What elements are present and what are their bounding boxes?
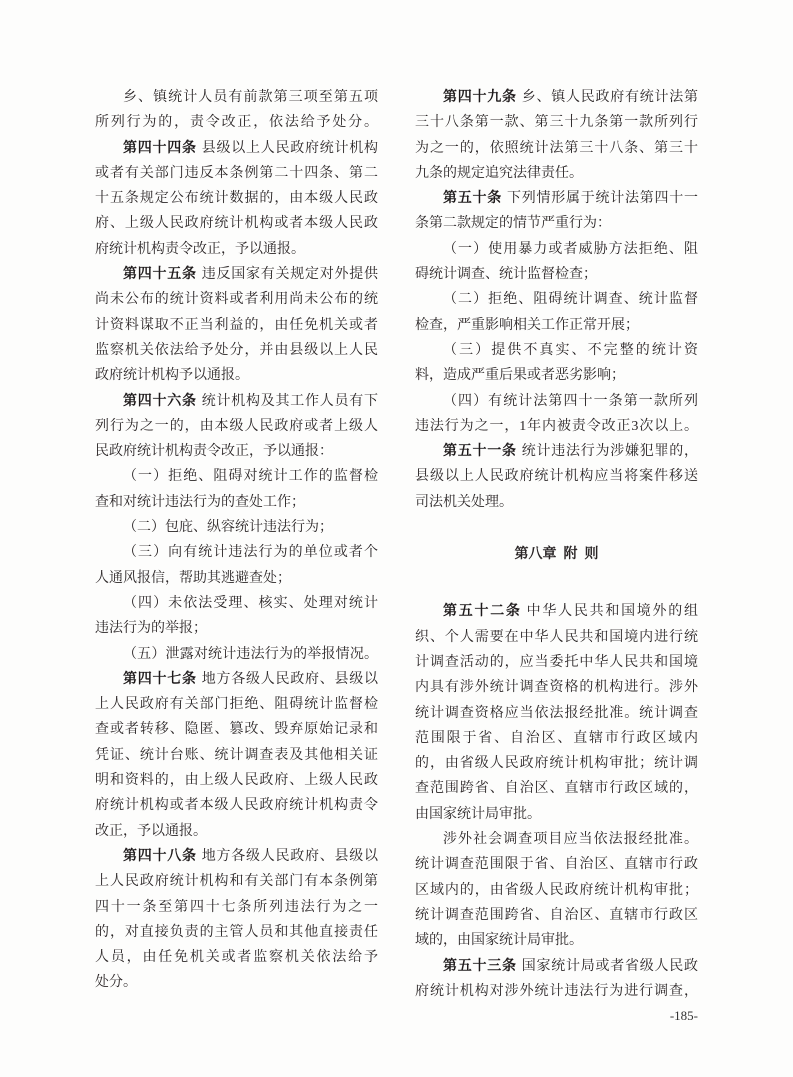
line-text: 乡、镇人民政府有统计法第 bbox=[521, 90, 698, 105]
text-line: 查范围跨省、自治区、直辖市行政区域的， bbox=[415, 781, 698, 797]
line-text: 统计违法行为涉嫌犯罪的， bbox=[521, 444, 698, 460]
text-line: （二）包庇、纵容统计违法行为； bbox=[123, 520, 333, 536]
article-paragraph bbox=[415, 186, 698, 237]
text-line: 计调查活动的，应当委托中华人民共和国境 bbox=[415, 654, 698, 670]
text-line: 政府统计机构予以通报。 bbox=[95, 368, 249, 384]
text-line: 内具有涉外统计调查资格的机构进行。涉外 bbox=[415, 680, 698, 696]
line-text: 国家统计局或者省级人民政 bbox=[521, 958, 698, 974]
article-paragraph bbox=[95, 844, 378, 996]
article-paragraph bbox=[415, 954, 698, 1005]
text-line: 查和对统计违法行为的查处工作； bbox=[95, 494, 305, 510]
article-paragraph bbox=[95, 262, 378, 388]
paragraph bbox=[415, 338, 698, 389]
text-line bbox=[415, 186, 698, 211]
paragraph bbox=[415, 237, 698, 288]
text-line: 所列行为的，责令改正，依法给予处分。 bbox=[95, 115, 378, 131]
article-number: 第五十条 bbox=[443, 191, 502, 207]
paragraph bbox=[95, 464, 378, 515]
text-line bbox=[415, 954, 698, 979]
text-line: 府统计机构对涉外统计违法行为进行调查， bbox=[415, 983, 698, 999]
text-line: 上人民政府统计机构和有关部门有本条例第 bbox=[95, 874, 378, 890]
line-text: 违反国家有关规定对外提供 bbox=[201, 267, 378, 283]
article-paragraph bbox=[95, 389, 378, 465]
text-line: 由国家统计局审批。 bbox=[415, 806, 541, 822]
text-line: 碍统计调查、统计监督检查； bbox=[415, 267, 597, 283]
text-line: （三）提供不真实、不完整的统计资 bbox=[443, 342, 698, 358]
article-number: 第四十六条 bbox=[123, 393, 197, 409]
paragraph bbox=[95, 540, 378, 591]
line-text: 地方各级人民政府、县级以 bbox=[201, 671, 378, 687]
text-line bbox=[95, 136, 378, 161]
text-line bbox=[95, 667, 378, 692]
text-line: 统计调查范围限于省、自治区、直辖市行政 bbox=[415, 857, 698, 873]
article-number: 第四十八条 bbox=[123, 848, 197, 864]
line-text: 县级以上人民政府统计机构 bbox=[201, 140, 378, 156]
article-number: 第五十三条 bbox=[443, 958, 517, 974]
paragraph bbox=[95, 515, 378, 540]
text-line: （五）泄露对统计违法行为的举报情况。 bbox=[123, 646, 378, 662]
text-line: 府统计机构责令改正，予以通报。 bbox=[95, 241, 305, 257]
text-line bbox=[95, 262, 378, 287]
text-line: 上人民政府有关部门拒绝、阻碍统计监督检 bbox=[95, 697, 378, 713]
text-line: 条第二款规定的情节严重行为： bbox=[415, 216, 611, 232]
paragraph bbox=[95, 591, 378, 642]
text-line: 凭证、统计台账、统计调查表及其他相关证 bbox=[95, 747, 378, 763]
article-number: 第四十九条 bbox=[443, 90, 517, 105]
text-line: 县级以上人民政府统计机构应当将案件移送 bbox=[415, 469, 698, 485]
text-line: 检查，严重影响相关工作正常开展； bbox=[415, 317, 639, 333]
text-line bbox=[415, 85, 698, 110]
text-line: 计资料谋取不正当利益的，由任免机关或者 bbox=[95, 317, 378, 333]
article-number: 第五十一条 bbox=[443, 444, 517, 460]
text-line: 涉外社会调查项目应当依法报经批准。 bbox=[443, 832, 698, 848]
text-line: 尚未公布的统计资料或者利用尚未公布的统 bbox=[95, 292, 378, 308]
text-line: 统计调查资格应当依法报经批准。统计调查 bbox=[415, 705, 698, 721]
text-line: （二）拒绝、阻碍统计调查、统计监督 bbox=[443, 292, 698, 308]
text-line: 织、个人需要在中华人民共和国境内进行统 bbox=[415, 629, 698, 645]
article-number: 第五十二条 bbox=[443, 604, 522, 620]
text-line: （一）拒绝、阻碍对统计工作的监督检 bbox=[123, 469, 378, 485]
text-line: 监察机关依法给予处分，并由县级以上人民 bbox=[95, 342, 378, 358]
left-column bbox=[95, 85, 378, 996]
text-line: 处分。 bbox=[95, 975, 137, 991]
text-line bbox=[95, 844, 378, 869]
paragraph bbox=[415, 827, 698, 953]
text-line: 为之一的，依照统计法第三十八条、第三十 bbox=[415, 140, 698, 156]
text-line: 料，造成严重后果或者恶劣影响； bbox=[415, 368, 625, 384]
text-line: 域的，由国家统计局审批。 bbox=[415, 933, 583, 949]
text-line: 乡、镇统计人员有前款第三项至第五项 bbox=[123, 90, 378, 105]
right-column bbox=[415, 85, 698, 1004]
article-number: 第四十五条 bbox=[123, 267, 197, 283]
text-line: 范围限于省、自治区、直辖市行政区域内 bbox=[415, 730, 698, 746]
text-line bbox=[95, 389, 378, 414]
article-paragraph bbox=[415, 85, 698, 186]
text-line: 违法行为之一，1年内被责令改正3次以上。 bbox=[415, 418, 698, 434]
line-text: 中华人民共和国境外的组 bbox=[526, 604, 699, 620]
text-line: 人员，由任免机关或者监察机关依法给予 bbox=[95, 950, 378, 966]
line-text: 统计机构及其工作人员有下 bbox=[201, 393, 378, 409]
text-line: 改正，予以通报。 bbox=[95, 823, 207, 839]
text-line: 四十一条至第四十七条所列违法行为之一 bbox=[95, 899, 378, 915]
text-line: 十五条规定公布统计数据的，由本级人民政 bbox=[95, 191, 378, 207]
text-line: 司法机关处理。 bbox=[415, 494, 513, 510]
article-number: 第四十四条 bbox=[123, 140, 197, 156]
line-text: 地方各级人民政府、县级以 bbox=[201, 848, 378, 864]
text-line: 府、上级人民政府统计机构或者本级人民政 bbox=[95, 216, 378, 232]
text-line: 区域内的，由省级人民政府统计机构审批； bbox=[415, 882, 698, 898]
text-line bbox=[415, 599, 698, 624]
paragraph bbox=[415, 389, 698, 440]
text-line: 统计调查范围跨省、自治区、直辖市行政区 bbox=[415, 907, 698, 923]
text-line: 列行为之一的，由本级人民政府或者上级人 bbox=[95, 418, 378, 434]
page-number: -185- bbox=[669, 1008, 698, 1023]
article-number: 第四十七条 bbox=[123, 671, 197, 687]
text-line: 人通风报信，帮助其逃避查处； bbox=[95, 570, 291, 586]
text-line: （四）未依法受理、核实、处理对统计 bbox=[123, 595, 378, 611]
text-line: 民政府统计机构责令改正，予以通报： bbox=[95, 444, 333, 460]
text-line: 查或者转移、隐匿、篡改、毁弃原始记录和 bbox=[95, 722, 378, 738]
article-paragraph bbox=[95, 136, 378, 262]
paragraph bbox=[95, 642, 378, 667]
article-paragraph bbox=[415, 599, 698, 827]
text-line: （四）有统计法第四十一条第一款所列 bbox=[443, 393, 698, 409]
article-paragraph bbox=[95, 667, 378, 844]
text-line: （三）向有统计违法行为的单位或者个 bbox=[123, 545, 378, 561]
line-text: 下列情形属于统计法第四十一 bbox=[507, 191, 698, 207]
chapter-heading: 第八章 附 则 bbox=[514, 547, 599, 563]
text-line: 三十八条第一款、第三十九条第一款所列行 bbox=[415, 115, 698, 131]
article-paragraph bbox=[415, 439, 698, 515]
text-line: 九条的规定追究法律责任。 bbox=[415, 165, 583, 181]
paragraph bbox=[415, 287, 698, 338]
text-line: 的，由省级人民政府统计机构审批；统计调 bbox=[415, 756, 698, 772]
text-line: 明和资料的，由上级人民政府、上级人民政 bbox=[95, 773, 378, 789]
text-line: 的，对直接负责的主管人员和其他直接责任 bbox=[95, 924, 378, 940]
text-line: 府统计机构或者本级人民政府统计机构责令 bbox=[95, 798, 378, 814]
text-line: 或者有关部门违反本条例第二十四条、第二 bbox=[95, 165, 378, 181]
text-line bbox=[415, 439, 698, 464]
text-line: 违法行为的举报； bbox=[95, 621, 207, 637]
text-line: （一）使用暴力或者威胁方法拒绝、阻 bbox=[443, 241, 698, 257]
paragraph bbox=[95, 85, 378, 136]
